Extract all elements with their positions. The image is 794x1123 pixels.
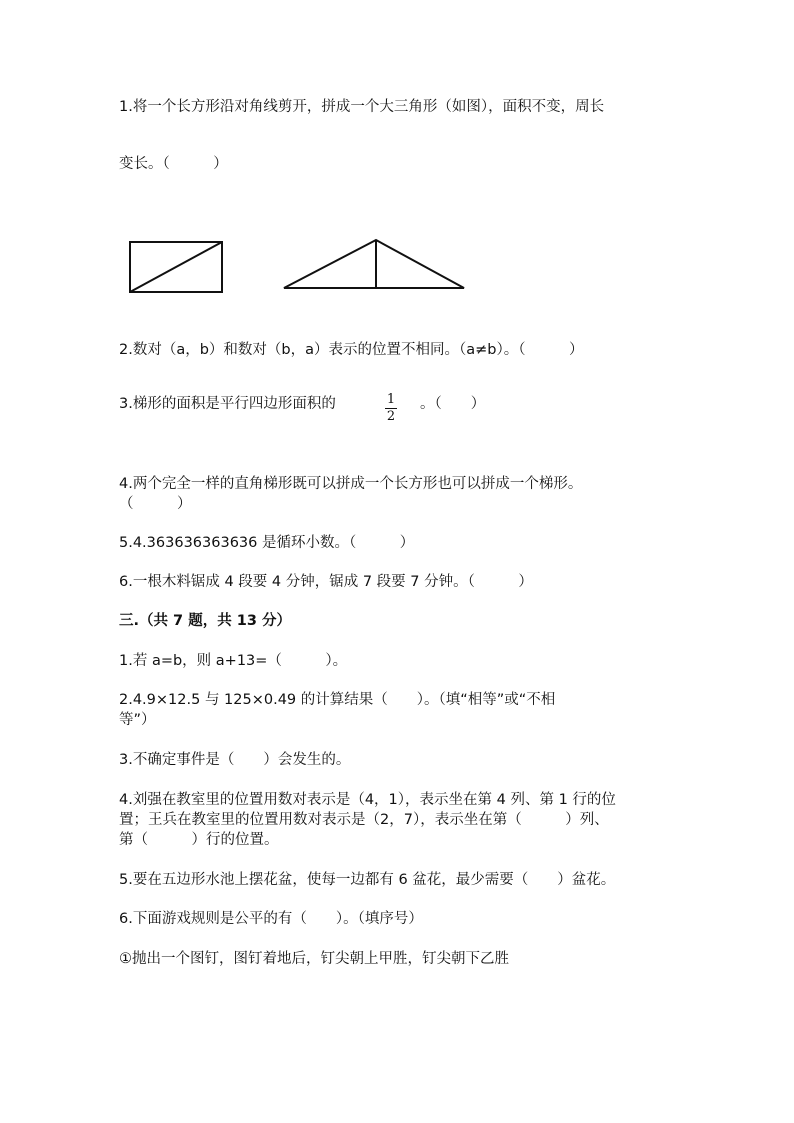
rectangle-diagonal-figure xyxy=(127,240,227,296)
judgement-question-4-line-1: 4.两个完全一样的直角梯形既可以拼成一个长方形也可以拼成一个梯形。 xyxy=(119,476,583,492)
judgement-question-4-line-2: （ ） xyxy=(119,496,192,512)
rectangle-diagonal xyxy=(130,242,222,292)
fill-question-4-line-1: 4.刘强在教室里的位置用数对表示是（4，1），表示坐在第 4 列、第 1 行的位 xyxy=(119,792,616,808)
triangle-outline xyxy=(284,240,464,288)
judgement-question-1-line-2: 变长。（ ） xyxy=(119,156,228,172)
large-triangle-figure xyxy=(280,236,470,294)
section-3-heading: 三.（共 7 题，共 13 分） xyxy=(119,613,291,629)
judgement-question-3-text: 3.梯形的面积是平行四边形面积的 xyxy=(119,396,336,412)
fill-question-1: 1.若 a=b，则 a+13=（ ）。 xyxy=(119,653,348,669)
fill-question-6-option-1: ①抛出一个图钉，图钉着地后，钉尖朝上甲胜，钉尖朝下乙胜 xyxy=(119,951,509,967)
judgement-question-3-blank: 。（ ） xyxy=(420,396,486,412)
fraction-one-half xyxy=(384,392,398,425)
judgement-question-6: 6.一根木料锯成 4 段要 4 分钟，锯成 7 段要 7 分钟。（ ） xyxy=(119,574,533,590)
fill-question-4-line-2: 置；王兵在教室里的位置用数对表示是（2，7），表示坐在第（ ）列、 xyxy=(119,812,609,828)
fraction-numerator: 1 xyxy=(386,392,396,407)
judgement-question-5: 5.4.363636363636 是循环小数。（ ） xyxy=(119,535,415,551)
fill-question-5: 5.要在五边形水池上摆花盆，使每一边都有 6 盆花，最少需要（ ）盆花。 xyxy=(119,872,616,888)
judgement-question-1-line-1: 1.将一个长方形沿对角线剪开，拼成一个大三角形（如图），面积不变，周长 xyxy=(119,99,605,115)
fill-question-6: 6.下面游戏规则是公平的有（ ）。（填序号） xyxy=(119,911,423,927)
fraction-denominator: 2 xyxy=(386,409,396,424)
fill-question-2-line-2: 等”） xyxy=(119,712,156,728)
fill-question-2-line-1: 2.4.9×12.5 与 125×0.49 的计算结果（ ）。（填“相等”或“不相 xyxy=(119,692,556,708)
judgement-question-2: 2.数对（a，b）和数对（b，a）表示的位置不相同。（a≠b）。（ ） xyxy=(119,342,584,358)
fill-question-3: 3.不确定事件是（ ）会发生的。 xyxy=(119,752,351,768)
fill-question-4-line-3: 第（ ）行的位置。 xyxy=(119,832,279,848)
